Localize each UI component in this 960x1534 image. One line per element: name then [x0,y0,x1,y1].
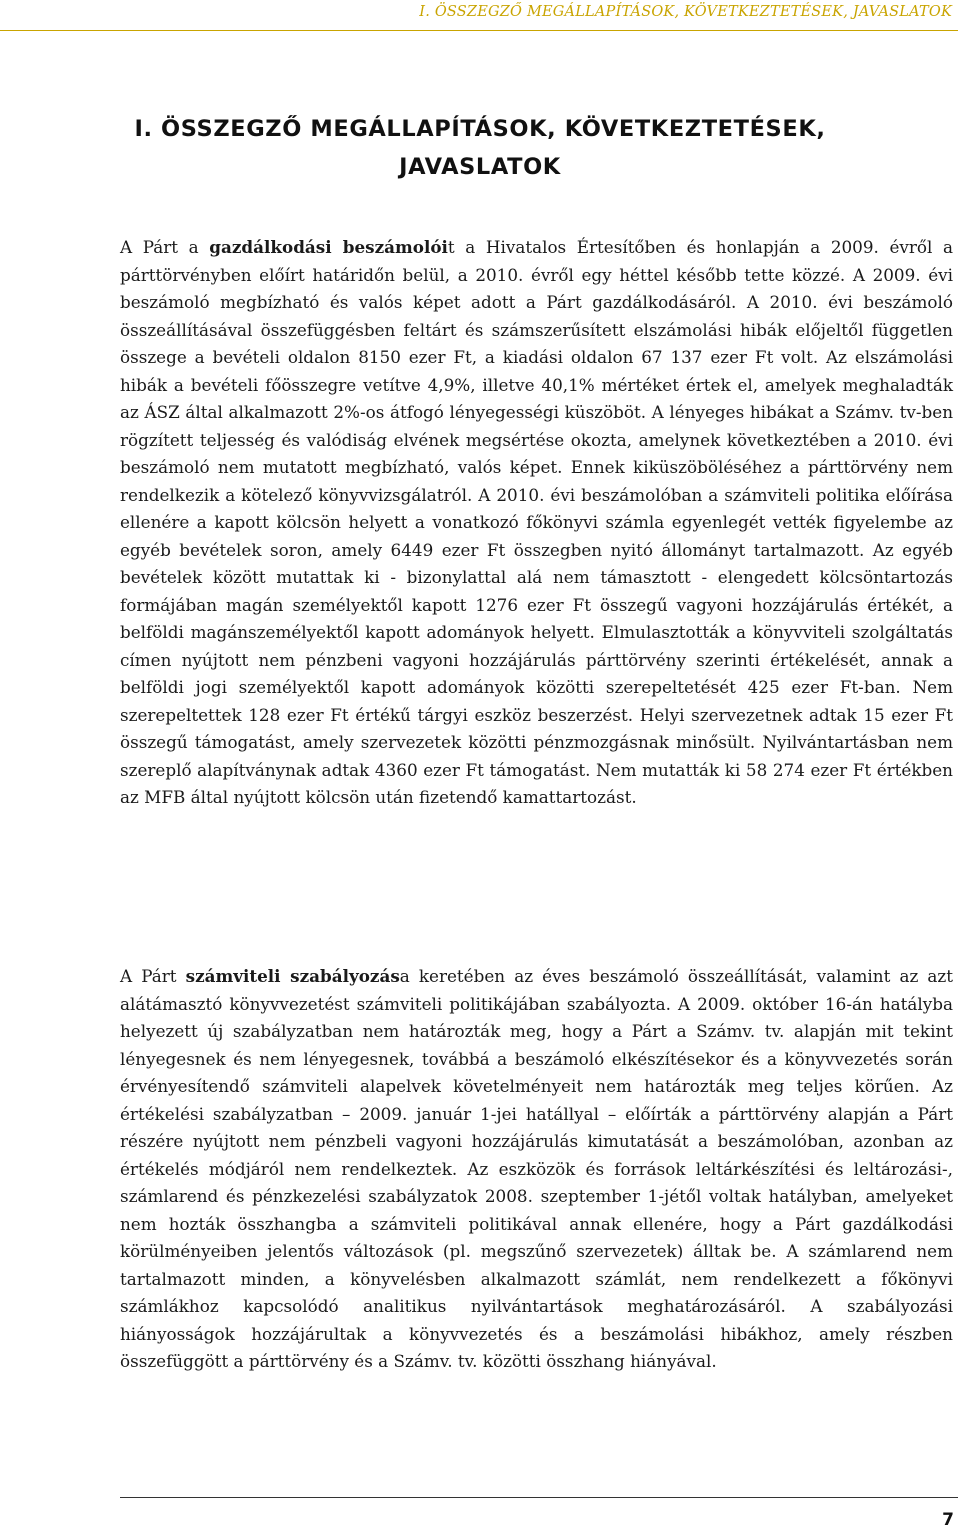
page-number: 7 [942,1510,954,1530]
paragraph-financial-reports [120,234,953,812]
running-head-title: I. ÖSSZEGZŐ MEGÁLLAPÍTÁSOK, KÖVETKEZTETÉSEK, JAVASLATOK [419,4,952,20]
paragraph-body: t a Hivatalos Értesítőben és honlapján a 2009. évről a párttörvényben előírt határidőn belül, a 2010. évről egy héttel később tette közzé. A 2009. évi beszámoló megbízható és valós képet adott a Párt gazdálkodásáról. A 2010. évi beszámoló összeállításával összefüggésben feltárt és számszerűsített elszámolási hibák előjeltől független összege a bevételi oldalon 8150 ezer Ft, a kiadási oldalon 67 137 ezer Ft volt. Az elszámolási hibák a bevételi főösszegre vetítve 4,9%, illetve 40,1% mértéket értek el, amelyek meghaladták az ÁSZ által alkalmazott 2%-os átfogó lényegességi küszöböt. A lényeges hibákat a Számv. tv-ben rögzített teljesség és valódiság elvének megsértése okozta, amelynek következtében a 2010. évi beszámoló nem mutatott megbízható, valós képet. Ennek kiküszöböléséhez a párttörvény nem rendelkezik a kötelező könyvvizsgálatról. A 2010. évi beszámolóban a számviteli politika előírása ellenére a kapott kölcsön helyett a vonatkozó főkönyvi számla egyenlegét vették figyelembe az egyéb bevételek soron, amely 6449 ezer Ft összegben nyitó állományt tartalmazott. Az egyéb bevételek között mutattak ki - bizonylattal alá nem támasztott - elengedett kölcsöntartozás formájában magán személyektől kapott 1276 ezer Ft összegű vagyoni hozzájárulás értékét, a belföldi magánszemélyektől kapott adományok helyett. Elmulasztották a könyvviteli szolgáltatás címen nyújtott nem pénzbeni vagyoni hozzájárulás párttörvény szerinti értékelését, annak a belföldi jogi személyektől kapott adományok közötti szerepeltetését 425 ezer Ft-ban. Nem szerepeltettek 128 ezer Ft értékű tárgyi eszköz beszerzést. Helyi szervezetnek adtak 15 ezer Ft összegű támogatást, amely szervezetek közötti pénzmozgásnak minősült. Nyilvántartásban nem szereplő alapítványnak adtak 4360 ezer Ft támogatást. Nem mutatták ki 58 274 ezer Ft értékben az MFB által nyújtott kölcsön után fizetendő kamattartozást. [120,237,953,807]
paragraph-lead: A Párt a [120,237,210,257]
paragraph-bold-term: gazdálkodási beszámolói [209,237,448,257]
chapter-title: I. ÖSSZEGZŐ MEGÁLLAPÍTÁSOK, KÖVETKEZTETÉSEK, JAVASLATOK [134,116,826,180]
paragraph-accounting-rules [120,963,953,1376]
paragraph-lead: A Párt [120,966,186,986]
header-rule [0,30,958,31]
paragraph-bold-term: számviteli szabályozás [185,966,400,986]
paragraph-body: a keretében az éves beszámoló összeállítását, valamint az azt alátámasztó könyvvezetést számviteli politikájában szabályozta. A 2009. október 16-án hatályba helyezett új szabályzatban nem határozták meg, hogy a Párt a Számv. tv. alapján mit tekint lényegesnek és nem lényegesnek, továbbá a beszámoló elkészítésekor és a könyvvezetés során érvényesítendő számviteli alapelvek követelményeit nem határozták meg teljes körűen. Az értékelési szabályzatban – 2009. január 1-jei hatállyal – előírták a párttörvény alapján a Párt részére nyújtott nem pénzbeli vagyoni hozzájárulás kimutatását a beszámolóban, azonban az értékelés módjáról nem rendelkeztek. Az eszközök és források leltárkészítési és leltározási-, számlarend és pénzkezelési szabályzatok 2008. szeptember 1-jétől voltak hatályban, amelyeket nem hozták összhangba a számviteli politikával annak ellenére, hogy a Párt gazdálkodási körülményeiben jelentős változások (pl. megszűnő szervezetek) álltak be. A számlarend nem tartalmazott minden, a könyvelésben alkalmazott számlát, nem rendelkezett a főkönyvi számlákhoz kapcsolódó analitikus nyilvántartások meghatározásáról. A szabályozási hiányosságok hozzájárultak a könyvvezetés és a beszámolási hibákhoz, amely részben összefüggött a párttörvény és a Számv. tv. közötti összhang hiányával. [120,966,953,1371]
footer-rule [120,1497,958,1498]
